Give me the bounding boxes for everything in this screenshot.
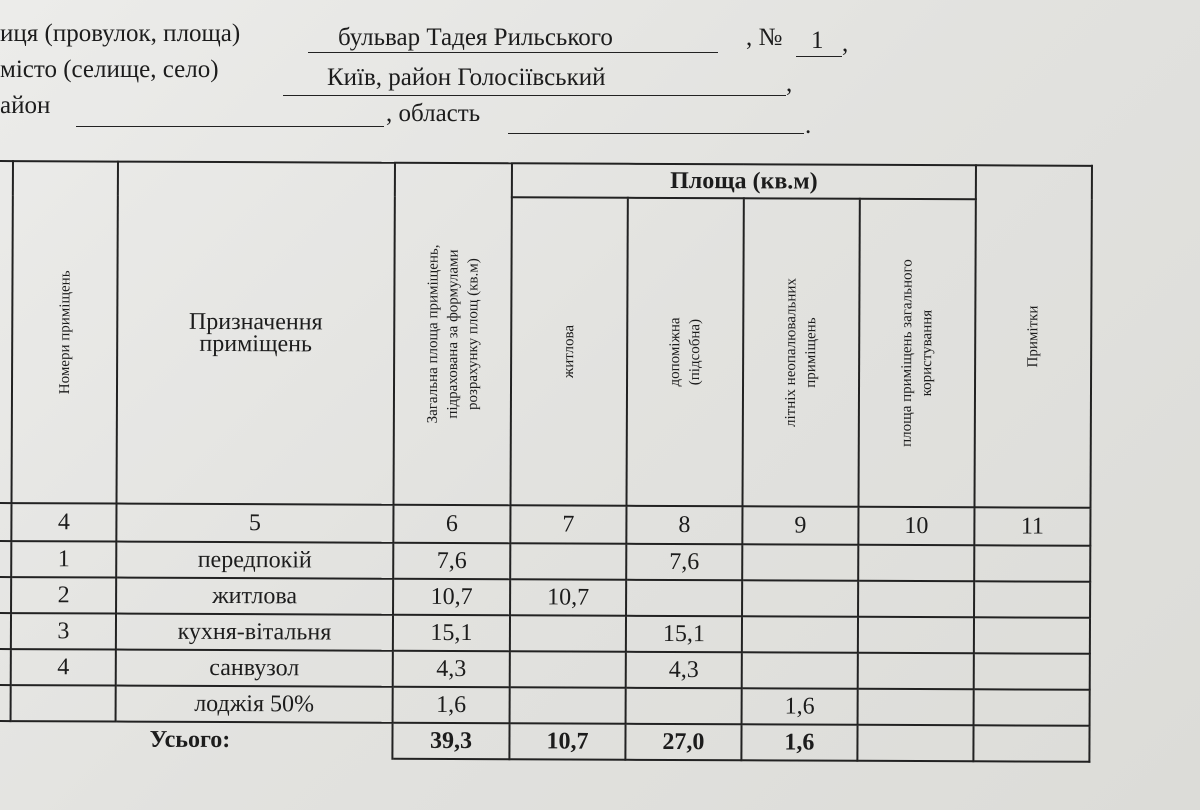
cut-cell [0, 649, 11, 685]
aux-header-line1: допоміжна [667, 317, 684, 387]
aux-area-cell [626, 580, 742, 617]
notes-cell [974, 653, 1090, 690]
room-name-cell: житлова [116, 578, 393, 615]
total-area-header-line1: Загальна площа приміщень, [424, 244, 442, 424]
line2-comma: , [786, 70, 793, 97]
column-number-cell: 9 [742, 506, 858, 545]
summer-header-line2: приміщень [803, 317, 820, 388]
total-area-header-line3: розрахунку площ (кв.м) [464, 258, 482, 411]
common-area-cell [858, 581, 974, 618]
street-underline [308, 52, 718, 53]
common-header [858, 199, 975, 508]
room-name-cell: передпокій [116, 542, 393, 579]
oblast-label: , область [386, 100, 481, 127]
room-name-cell: кухня-вітальня [116, 614, 393, 651]
summer-area-cell [742, 580, 858, 617]
summer-area-cell [742, 616, 858, 653]
total-area-cell: 7,6 [393, 543, 510, 580]
notes-cell [974, 581, 1090, 618]
district-label: айон [0, 92, 51, 119]
total-area-cell: 1,6 [393, 687, 510, 724]
aux-area-cell: 4,3 [626, 652, 742, 689]
summer-area-cell [742, 652, 858, 689]
living-area-cell [510, 543, 626, 580]
room-name-cell: санвузол [116, 650, 393, 687]
aux-area-cell [626, 688, 742, 725]
common-area-cell [858, 689, 974, 726]
column-number-cell: 4 [11, 503, 116, 541]
common-header-line1: площа приміщень загального [898, 259, 916, 447]
column-number-cell: 7 [510, 505, 626, 544]
common-header-text [897, 259, 938, 447]
totals-total-area: 39,3 [392, 723, 509, 760]
aux-header [626, 198, 743, 507]
summer-header-line1: літніх неопалювальних [782, 278, 800, 427]
notes-cell [974, 545, 1090, 582]
total-area-header [393, 163, 511, 506]
summer-area-cell: 1,6 [742, 688, 858, 725]
totals-label: Усього: [0, 721, 393, 759]
room-numbers-header-text: Номери приміщень [56, 270, 74, 395]
table-row [0, 577, 1090, 618]
column-number-cell: 6 [393, 505, 510, 544]
common-area-cell [858, 617, 974, 654]
room-number-cell: 1 [11, 541, 116, 577]
cut-cell [0, 685, 11, 721]
line1-comma: , [842, 30, 849, 57]
notes-header-text: Примітки [1025, 305, 1042, 368]
living-area-cell [510, 687, 626, 724]
common-area-cell [858, 653, 974, 690]
aux-header-line2: (підсобна) [687, 318, 704, 386]
district-underline [76, 126, 384, 127]
living-header-text: житлова [561, 324, 578, 379]
cut-cell [0, 613, 11, 649]
column-number-cell: 8 [626, 506, 742, 545]
living-area-cell: 10,7 [510, 579, 626, 616]
oblast-underline [508, 133, 804, 134]
totals-living-area: 10,7 [509, 723, 625, 760]
aux-area-cell: 7,6 [626, 544, 742, 581]
column-number-cell: 5 [116, 504, 393, 543]
street-label: иця (провулок, площа) [0, 20, 241, 47]
city-value: Київ, район Голосіївський [327, 64, 606, 91]
cut-cell [0, 541, 11, 577]
city-underline [283, 95, 786, 96]
purpose-header-line1: Призначення [188, 308, 323, 336]
street-value: бульвар Тадея Рильського [338, 24, 613, 51]
cut-cell [0, 577, 11, 613]
aux-area-cell: 15,1 [626, 616, 742, 653]
notes-cell [974, 689, 1090, 726]
notes-cell [974, 617, 1090, 654]
total-area-cell: 4,3 [393, 651, 510, 688]
table-row [0, 685, 1090, 726]
total-area-header-text [422, 244, 483, 423]
room-area-table [0, 160, 1093, 763]
number-value: 1 [811, 27, 824, 54]
totals-aux-area: 27,0 [625, 724, 741, 761]
totals-summer-area: 1,6 [741, 724, 857, 761]
living-area-cell [510, 615, 626, 652]
room-number-cell: 2 [11, 577, 116, 613]
total-area-cell: 15,1 [393, 615, 510, 652]
column-number-row [0, 503, 1090, 546]
total-area-cell: 10,7 [393, 579, 510, 616]
notes-header [974, 165, 1091, 508]
living-header [510, 197, 627, 506]
table-row [0, 649, 1090, 690]
column-number-cell: 10 [858, 507, 974, 546]
number-underline [796, 56, 842, 57]
totals-common-area [857, 725, 973, 762]
room-name-cell: лоджія 50% [116, 686, 393, 723]
common-area-cell [858, 545, 974, 582]
purpose-header [117, 162, 395, 505]
city-label: місто (селище, село) [0, 56, 219, 83]
column-number-cell: 11 [974, 507, 1090, 546]
living-area-cell [510, 651, 626, 688]
summer-header [742, 198, 859, 507]
line3-dot: . [805, 112, 812, 139]
totals-notes [973, 725, 1089, 762]
summer-area-cell [742, 544, 858, 581]
table-row [0, 541, 1090, 582]
purpose-header-line2: приміщень [199, 330, 312, 358]
room-numbers-header [12, 161, 118, 503]
totals-row [0, 721, 1090, 762]
aux-header-text [665, 317, 705, 386]
table-row [0, 613, 1090, 654]
total-area-header-line2: підрахована за формулами [444, 249, 462, 419]
number-label: , № [746, 24, 783, 51]
column-number-cell [0, 503, 12, 541]
room-number-cell: 3 [11, 613, 116, 649]
room-number-cell: 4 [11, 649, 116, 685]
common-header-line2: користування [918, 309, 936, 397]
summer-header-text [781, 278, 822, 427]
area-group-header: Площа (кв.м) [512, 163, 976, 199]
room-number-cell [11, 685, 116, 721]
